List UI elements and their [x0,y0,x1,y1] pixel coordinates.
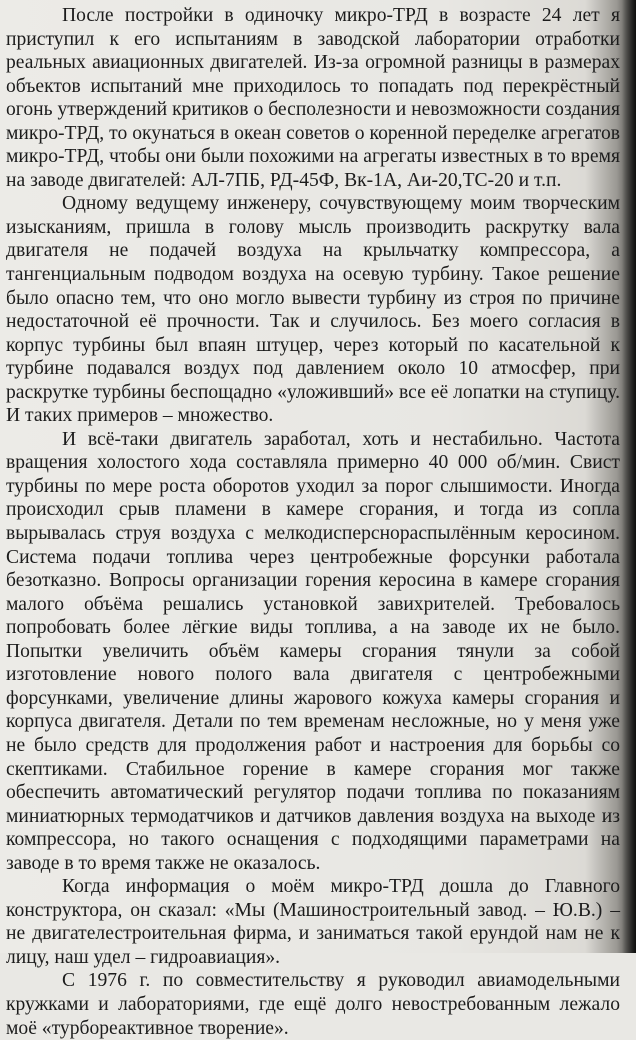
paragraph-1: После постройки в одиночку микро-ТРД в возрасте 24 лет я приступил к его испытаниям в заводской лаборатории отработки реальных авиационных двигателей. Из-за огромной разницы в размерах объектов испытаний мне приходилось то попадать под перекрёстный огонь утверждений критиков о бесполезности и невозможности создания микро-ТРД, то окунаться в океан советов о коренной переделке агрегатов микро-ТРД, чтобы они были похожими на агрегаты известных в то время на заводе двигателей: АЛ-7ПБ, РД-45Ф, Вк-1А, Аи-20,ТС-20 и т.п. [6,5,620,191]
paragraph-2: Одному ведущему инженеру, сочувствующему моим творческим изысканиям, пришла в голову мысль производить раскрутку вала двигателя не подачей воздуха на крыльчатку компрессора, а тангенциальным подводом воздуха на осевую турбину. Такое решение было опасно тем, что оно могло вывести турбину из строя по причине недостаточной её прочности. Так и случилось. Без моего согласия в корпус турбины был впаян штуцер, через который по касательной к турбине подавался воздух под давлением около 10 атмосфер, при раскрутке турбины беспощадно «уложивший» все её лопатки на ступицу. И таких примеров – множество. [6,193,620,427]
paragraph-5: С 1976 г. по совместительству я руководил авиамодельными кружками и лабораториями, где ещё долго невостребованным лежало моё «турбореактивное творение». [6,970,620,1039]
paragraph-3: И всё-таки двигатель заработал, хоть и нестабильно. Частота вращения холостого хода составляла примерно 40 000 об/мин. Свист турбины по мере роста оборотов уходил за порог слышимости. Иногда происходил срыв пламени в камере сгорания, и тогда из сопла вырывалась струя воздуха с мелкодисперснораспылённым керосином. Система подачи топлива через центробежные форсунки работала безотказно. Вопросы организации горения керосина в камере сгорания малого объёма решались установкой завихрителей. Требовалось попробовать более лёгкие виды топлива, а на заводе их не было. Попытки увеличить объём камеры сгорания тянули за собой изготовление нового полого вала двигателя с центробежными форсунками, увеличение длины жарового кожуха камеры сгорания и корпуса двигателя. Детали по тем временам несложные, но у меня уже не было средств для продолжения работ и настроения для борьбы со скептиками. Стабильное горение в камере сгорания мог также обеспечить автоматический регулятор подачи топлива по показаниям миниатюрных термодатчиков и датчиков давления воздуха на выходе из компрессора, но такого оснащения с подходящими параметрами на заводе в то время также не оказалось. [6,428,620,874]
page-text [6,4,620,1040]
page-gutter-shadow [622,0,636,953]
paragraph-4: Когда информация о моём микро-ТРД дошла до Главного конструктора, он сказал: «Мы (Машиностроительный завод. – Ю.В.) – не двигателестроительная фирма, и заниматься такой ерундой нам не к лицу, наш удел – гидроавиация». [6,876,620,968]
